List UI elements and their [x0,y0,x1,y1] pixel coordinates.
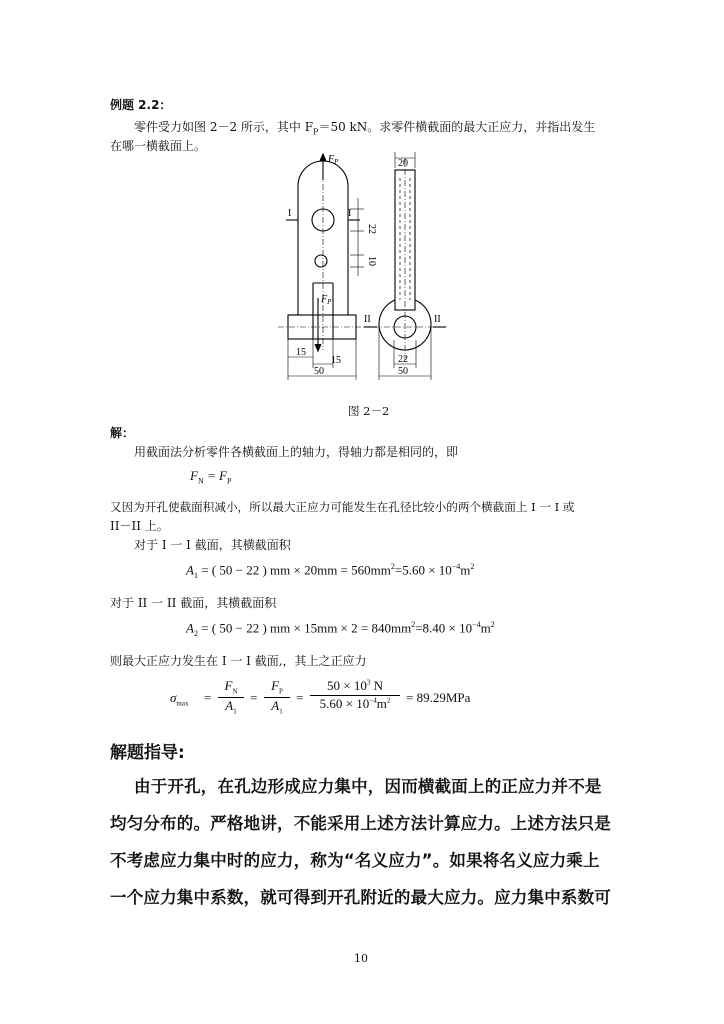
solution-line-5: 对于 II 一 II 截面，其横截面积 [110,596,277,610]
solution-heading: 解： [110,426,135,440]
equation-axial-force: $F_N = F_P$ [190,468,232,486]
left-view-hole-lower [315,255,327,267]
dim-10-vertical-label: 10 [366,256,377,266]
part-figure [276,150,456,385]
equation-area-2: $A_2$ = ( 50 − 22 ) mm × $15mm \times 2 = 840mm^2=8.40 \times 10^{-4}m^2$ [186,620,495,638]
problem-line-2: 在哪一横截面上。 [110,139,207,153]
figure-caption: 图 2－2 [348,404,390,418]
dim-50a-label: 50 [314,366,324,377]
guidance-heading: 解题指导: [110,743,185,763]
solution-line-6: 则最大正应力发生在 I 一 I 截面,，其上之正应力 [110,654,367,668]
solution-line-3: II－II 上。 [110,519,169,533]
page-number: 10 [354,952,368,965]
guidance-line-2: 均匀分布的。严格地讲，不能采用上述方法计算应力。上述方法只是 [110,814,611,833]
dim-15b-label: 15 [331,355,341,366]
dim-22-horizontal-label: 22 [398,354,408,365]
fp-top-label: F [328,154,335,165]
dim-15a-label: 15 [296,347,306,358]
solution-line-4: 对于 I 一 I 截面，其横截面积 [134,538,291,552]
svg-text:FP: $F_P$ [328,154,339,166]
equation-area-1: $A_1$ = ( 50 − 22 ) mm × $20mm = 560mm^2=5.60 \times 10^{-4}m^2$ [186,562,475,580]
section-2-right-label: II [434,314,441,325]
guidance-line-1: 由于开孔，在孔边形成应力集中，因而横截面上的正应力并不是 [134,777,602,796]
dim-20-label: 20 [398,158,408,169]
guidance-line-4: 一个应力集中系数，就可得到开孔附近的最大应力。应力集中系数可 [110,888,611,907]
section-1-left-label: I [288,208,292,219]
dim-22-vertical-label: 22 [366,224,377,234]
svg-text:FP: $F_P$ [321,294,332,306]
solution-line-1: 用截面法分析零件各横截面上的轴力，得轴力都是相同的，即 [134,445,459,459]
problem-line-1: 零件受力如图 2－2 所示，其中 $F_P=50$ kN。求零件横截面的最大正应力，并指出发生 [134,120,596,137]
guidance-line-3: 不考虑应力集中时的应力，称为“名义应力”。如果将名义应力乘上 [110,851,600,870]
solution-line-2: 又因为开孔使截面积减小，所以最大正应力可能发生在孔径比较小的两个横截面上 I 一 I 或 [110,500,575,514]
equation-sigma-max: $\sigma_{max}$ = $F_N$ $A_1$ = $F_P$ $A_1$ = $50 \times 10^3$ N $5.60 \times 10^{-4}m^2$ = 89.29MPa [170,678,471,716]
section-1-right-label: I [348,208,352,219]
dim-50b-label: 50 [398,366,408,377]
section-2-left-label: II [364,314,371,325]
example-title: 例题 2.2： [110,98,172,112]
fp-mid-label: F [321,294,328,305]
